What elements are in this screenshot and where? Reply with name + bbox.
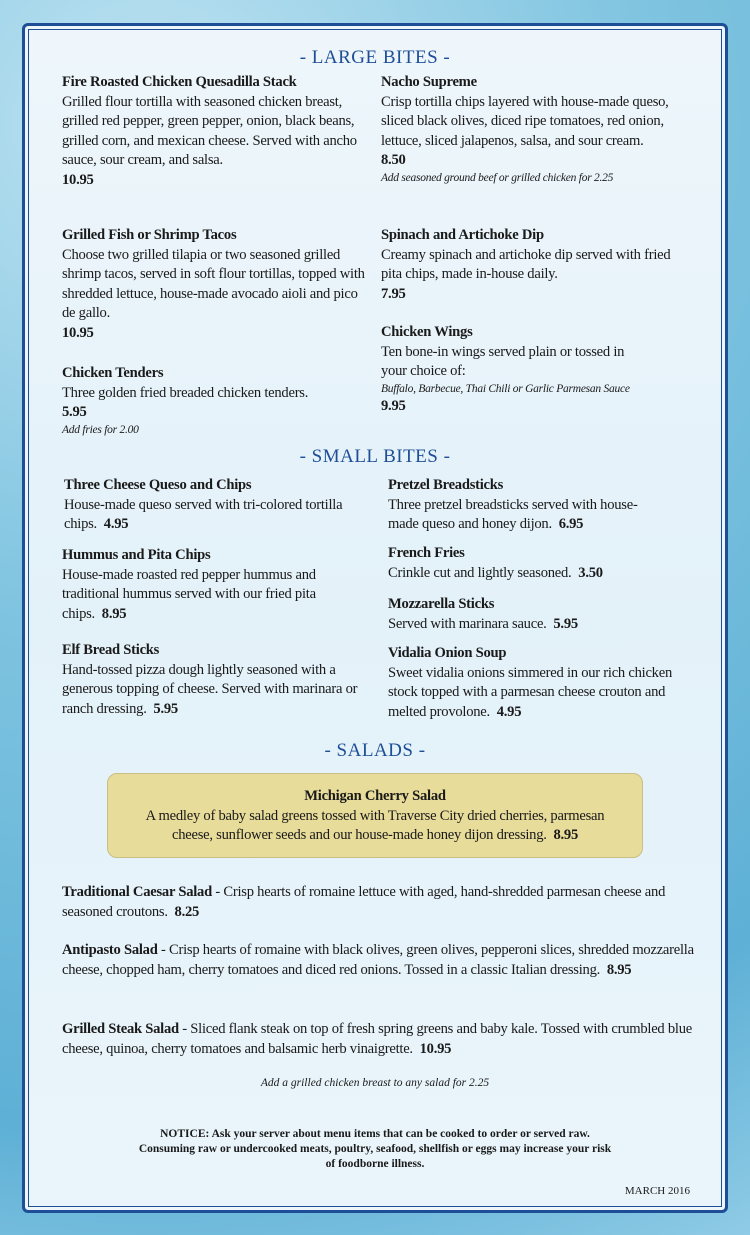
- menu-item: [381, 226, 671, 304]
- item-price: 4.95: [496, 703, 522, 720]
- item-desc: Served with marinara sauce.: [388, 615, 547, 632]
- item-desc: Three golden fried breaded chicken tenders.: [62, 384, 309, 401]
- item-price: 8.25: [174, 903, 200, 920]
- menu-item: [62, 941, 702, 980]
- item-desc: Crinkle cut and lightly seasoned.: [388, 564, 572, 581]
- item-desc: Choose two grilled tilapia or two seasoned grilled shrimp tacos, served in soft flour tortillas, topped with shredded lettuce, house-made avocado aioli and pico de gallo.: [62, 246, 365, 321]
- menu-item: [388, 476, 663, 535]
- item-desc: - Crisp hearts of romaine with black olives, green olives, pepperoni slices, shredded mozzarella cheese, chopped ham, cherry tomatoes and diced red onions. Tossed in a classic Italian dressing.: [62, 942, 694, 978]
- item-price: 7.95: [381, 285, 406, 302]
- item-price: 8.95: [606, 961, 632, 978]
- item-desc: - Sliced flank steak on top of fresh spring greens and baby kale. Tossed with crumbled blue cheese, quinoa, cherry tomatoes and balsamic herb vinaigrette.: [62, 1021, 693, 1057]
- item-desc: - Crisp hearts of romaine lettuce with aged, hand-shredded parmesan cheese and seasoned croutons.: [62, 884, 666, 920]
- item-desc: A medley of baby salad greens tossed with Traverse City dried cherries, parmesan cheese, sunflower seeds and our house-made honey dijon dressing.: [145, 807, 605, 843]
- salad-note: Add a grilled chicken breast to any salad for 2.25: [260, 1077, 490, 1089]
- menu-item: [381, 73, 681, 186]
- item-name: Three Cheese Queso and Chips: [64, 477, 252, 493]
- item-price: 3.50: [578, 564, 603, 581]
- item-price: 5.95: [553, 615, 578, 632]
- item-note: Buffalo, Barbecue, Thai Chili or Garlic Parmesan Sauce: [381, 382, 630, 395]
- item-price: 4.95: [103, 516, 129, 532]
- item-price: 10.95: [419, 1040, 452, 1057]
- menu-date: MARCH 2016: [624, 1185, 690, 1197]
- item-desc: Hand-tossed pizza dough lightly seasoned with a generous topping of cheese. Served with marinara or ranch dressing.: [62, 661, 358, 717]
- item-name: Vidalia Onion Soup: [388, 645, 507, 661]
- menu-item: [62, 73, 367, 190]
- item-price: 8.50: [381, 152, 406, 168]
- item-price: 5.95: [62, 404, 87, 420]
- item-name: Pretzel Breadsticks: [388, 477, 504, 493]
- item-name: French Fries: [388, 545, 465, 561]
- featured-salad-box: [107, 773, 643, 858]
- item-name: Spinach and Artichoke Dip: [381, 227, 544, 243]
- notice-body: NOTICE: Ask your server about menu items that can be cooked to order or served raw. Consuming raw or undercooked meats, poultry, seafood, shellfish or eggs may increase your risk of foodborne illness.: [138, 1128, 612, 1170]
- item-price: 5.95: [153, 700, 178, 717]
- menu-item: [388, 544, 688, 583]
- item-name: Hummus and Pita Chips: [62, 547, 211, 563]
- large-bites-header: - LARGE BITES -: [299, 47, 451, 68]
- item-desc: Crisp tortilla chips layered with house-made queso, sliced black olives, diced ripe tomatoes, red onion, lettuce, sliced jalapenos, salsa, and sour cream.: [381, 93, 669, 149]
- item-desc: Grilled flour tortilla with seasoned chicken breast, grilled red pepper, green pepper, onion, black beans, grilled corn, and mexican cheese. Served with ancho sauce, sour cream, and salsa.: [62, 93, 357, 168]
- item-price: 8.95: [101, 605, 127, 622]
- item-name: Chicken Tenders: [62, 365, 164, 381]
- menu-item: [62, 1020, 702, 1059]
- item-price: 10.95: [62, 171, 94, 188]
- menu-item: [62, 226, 372, 343]
- item-name: Fire Roasted Chicken Quesadilla Stack: [62, 74, 297, 90]
- item-price: 9.95: [381, 397, 406, 414]
- menu-item: [388, 595, 688, 634]
- item-name: Grilled Steak Salad: [62, 1021, 179, 1037]
- menu-item: [388, 644, 688, 722]
- item-name: Nacho Supreme: [381, 74, 477, 90]
- item-name: Michigan Cherry Salad: [304, 788, 446, 804]
- item-desc: House-made queso served with tri-colored tortilla chips.: [64, 496, 343, 532]
- item-note: Add fries for 2.00: [62, 423, 139, 436]
- menu-item: [381, 323, 641, 416]
- small-bites-header: - SMALL BITES -: [299, 446, 451, 467]
- item-price: 8.95: [553, 827, 579, 843]
- item-name: Traditional Caesar Salad: [62, 884, 212, 900]
- item-name: Elf Bread Sticks: [62, 642, 160, 658]
- notice-text: [0, 1127, 750, 1172]
- menu-item: [62, 641, 367, 719]
- menu-item: [62, 364, 367, 438]
- item-desc: House-made roasted red pepper hummus and traditional hummus served with our fried pita chips.: [62, 566, 316, 622]
- item-price: 10.95: [62, 324, 94, 341]
- item-desc: Ten bone-in wings served plain or tossed in your choice of:: [381, 343, 625, 379]
- item-name: Mozzarella Sticks: [388, 596, 495, 612]
- item-desc: Sweet vidalia onions simmered in our rich chicken stock topped with a parmesan cheese crouton and melted provolone.: [388, 664, 673, 720]
- item-desc: Creamy spinach and artichoke dip served with fried pita chips, made in-house daily.: [381, 246, 671, 282]
- item-name: Grilled Fish or Shrimp Tacos: [62, 227, 237, 243]
- item-name: Antipasto Salad: [62, 942, 158, 958]
- menu-item: [64, 476, 364, 535]
- salads-header: - SALADS -: [324, 740, 426, 761]
- menu-item: [62, 883, 702, 922]
- menu-item: [62, 546, 337, 624]
- item-desc: Three pretzel breadsticks served with house-made queso and honey dijon.: [388, 496, 638, 532]
- item-name: Chicken Wings: [381, 324, 473, 340]
- item-price: 6.95: [558, 516, 584, 532]
- item-note: Add seasoned ground beef or grilled chicken for 2.25: [381, 171, 614, 184]
